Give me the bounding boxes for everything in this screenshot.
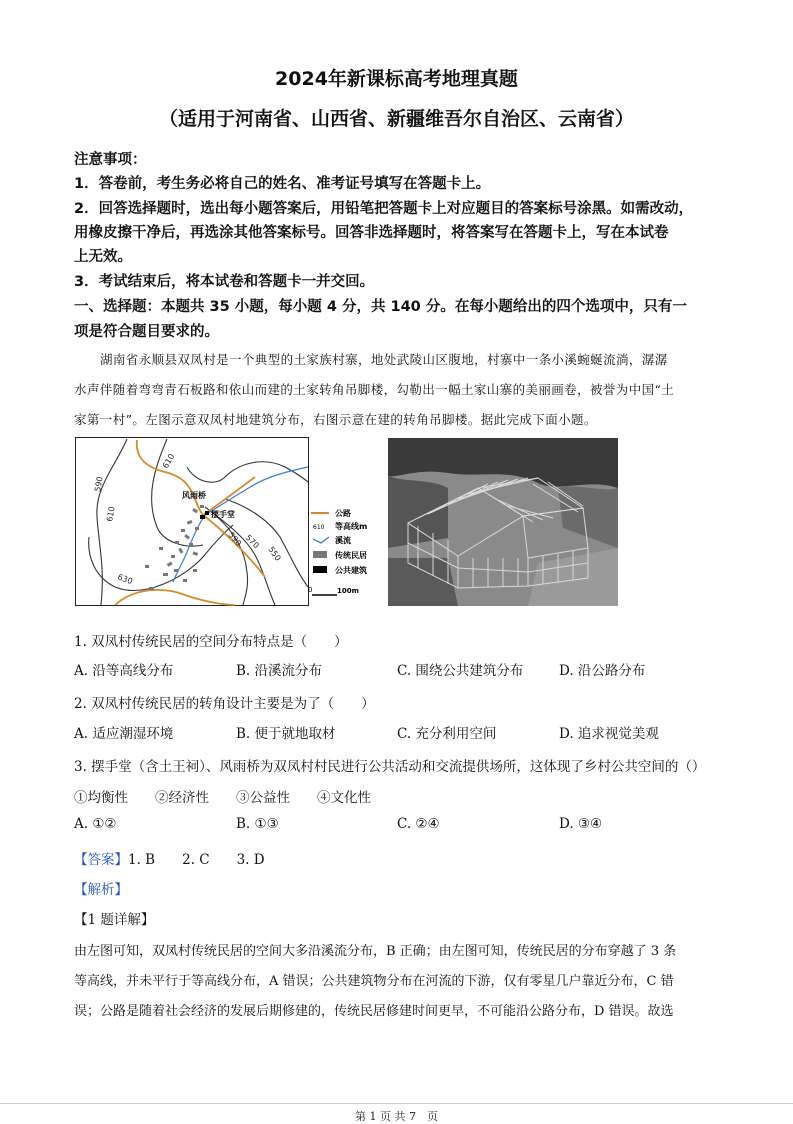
answer-label: 【答案】	[74, 852, 128, 868]
footer-divider	[0, 1103, 793, 1104]
legend-stream: 溪流	[335, 536, 351, 545]
legend-contour: 等高线m	[335, 522, 368, 531]
page-subtitle: （适用于河南省、山西省、新疆维吾尔自治区、云南省）	[158, 108, 634, 130]
question-3-option-d[interactable]: D. ③④	[559, 816, 603, 832]
notice-item-2-line-1: 2．回答选择题时，选出每小题答案后，用铅笔把答题卡上对应题目的答案标号涂黑。如需改动，	[74, 201, 694, 217]
detail-line-1: 由左图可知，双凤村传统民居的空间大多沿溪流分布，B 正确；由左图可知，传统民居的分布穿越了 3 条	[74, 944, 677, 959]
contour-label: 550	[266, 544, 283, 563]
notice-heading: 注意事项：	[74, 152, 147, 168]
contour-label: 630	[116, 572, 134, 587]
analysis-label: 【解析】	[74, 882, 128, 898]
question-2-option-c[interactable]: C. 充分利用空间	[397, 726, 497, 742]
question-1-option-c[interactable]: C. 围绕公共建筑分布	[397, 663, 524, 679]
detail-label: 【1 题详解】	[74, 912, 155, 928]
answer-line	[74, 848, 265, 868]
notice-item-2-line-3: 上无效。	[74, 249, 132, 265]
detail-line-2: 等高线，并未平行于等高线分布，A 错误；公共建筑物分布在河流的下游，仅有零星几户靠近分布，C 错	[74, 974, 674, 989]
bridge-label: 风雨桥	[182, 491, 206, 500]
scale-label: 100m	[337, 587, 359, 595]
question-1-stem: 1. 双凤村传统民居的空间分布特点是（ ）	[74, 634, 348, 650]
notice-item-2-line-2: 用橡皮擦干净后，再选涂其他答案标号。回答非选择题时，将答案写在答题卡上，写在本试卷	[74, 225, 669, 241]
section-heading-line-1: 一、选择题：本题共 35 小题，每小题 4 分，共 140 分。在每小题给出的四个选项中，只有一	[74, 299, 687, 315]
question-3-option-b[interactable]: B. ①③	[236, 816, 279, 832]
question-1-option-d[interactable]: D. 沿公路分布	[559, 663, 646, 679]
intro-line-2: 水声伴随着弯弯青石板路和依山而建的土家转角吊脚楼，勾勒出一幅土家山寨的美丽画卷，被誉为中国“土	[74, 382, 675, 397]
notice-item-3: 3．考试结束后，将本试卷和答题卡一并交回。	[74, 274, 375, 290]
contour-label: 570	[243, 533, 261, 551]
question-1-option-a[interactable]: A. 沿等高线分布	[74, 663, 174, 679]
question-2-option-a[interactable]: A. 适应潮湿环境	[74, 726, 174, 742]
village-map	[75, 437, 368, 607]
question-2-option-d[interactable]: D. 追求视觉美观	[559, 726, 659, 742]
legend-contour-value: 610	[313, 524, 325, 531]
answer-text: 1. B 2. C 3. D	[128, 852, 265, 868]
question-3-option-a[interactable]: A. ①②	[74, 816, 117, 832]
intro-line-1: 湖南省永顺县双凤村是一个典型的土家族村寨，地处武陵山区腹地，村寨中一条小溪蜿蜒流淌，潺潺	[100, 352, 668, 367]
notice-item-1: 1．答卷前，考生务必将自己的姓名、准考证号填写在答题卡上。	[74, 176, 491, 192]
house-photo	[388, 438, 618, 606]
contour-label: 590	[93, 475, 105, 493]
detail-line-3: 误；公路是随着社会经济的发展后期修建的，传统民居修建时间更早，不可能沿公路分布，D 错误。故选	[74, 1004, 674, 1019]
question-3-statements: ①均衡性 ②经济性 ③公益性 ④文化性	[74, 790, 371, 806]
question-2-stem: 2. 双凤村传统民居的转角设计主要是为了（ ）	[74, 696, 375, 712]
intro-line-3: 家第一村”。左图示意双凤村地建筑分布，右图示意在建的转角吊脚楼。据此完成下面小题。	[74, 412, 597, 427]
question-2-option-b[interactable]: B. 便于就地取材	[236, 726, 336, 742]
legend-public: 公共建筑	[335, 566, 367, 575]
question-3-option-c[interactable]: C. ②④	[397, 816, 440, 832]
page-footer: 第 1 页 共 7 页	[355, 1110, 438, 1123]
contour-label: 590	[226, 530, 244, 548]
section-heading-line-2: 项是符合题目要求的。	[74, 324, 219, 340]
contour-label: 610	[105, 505, 117, 523]
question-3-stem: 3. 摆手堂（含土王祠）、风雨桥为双凤村村民进行公共活动和交流提供场所，这体现了乡村公共空间的（）	[74, 759, 706, 775]
contour-label: 610	[160, 452, 177, 470]
page-title: 2024年新课标高考地理真题	[275, 68, 518, 90]
question-1-option-b[interactable]: B. 沿溪流分布	[236, 663, 323, 679]
map-legend	[311, 508, 367, 575]
legend-houses: 传统民居	[335, 551, 367, 560]
legend-road: 公路	[335, 509, 351, 518]
hall-label: 摆手堂	[211, 510, 235, 519]
scale-zero: 0	[308, 586, 313, 594]
